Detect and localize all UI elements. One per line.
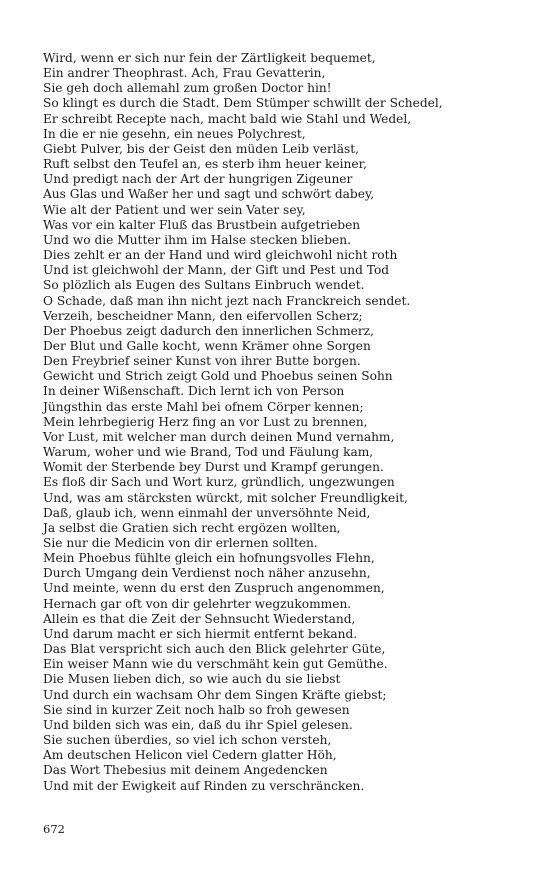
poem-line: Vor Lust, mit welcher man durch deinen Mund vernahm, [43,429,395,444]
poem-line: Sie geh doch allemahl zum großen Doctor hin! [43,81,332,96]
poem-line: Allein es that die Zeit der Sehnsucht Wiederstand, [43,611,356,626]
poem-line: Sie suchen überdies, so viel ich schon versteh, [43,733,332,748]
poem-line: Das Blat verspricht sich auch den Blick gelehrter Güte, [43,642,386,657]
poem-line: Jüngsthin das erste Mahl bei ofnem Cörper kennen; [43,399,364,414]
poem-line: Ruft selbst den Teufel an, es sterb ihm heuer keiner, [43,157,367,172]
poem-line: Er schreibt Recepte nach, macht bald wie Stahl und Wedel, [43,111,412,126]
poem-line: Es floß dir Sach und Wort kurz, gründlich, ungezwungen [43,475,395,490]
poem-line: In die er nie gesehn, ein neues Polychrest, [43,126,306,141]
poem-line: So plözlich als Eugen des Sultans Einbruch wendet. [43,278,365,293]
poem-line: Warum, woher und wie Brand, Tod und Fäulung kam, [43,445,374,460]
poem-line: Aus Glas und Waßer her und sagt und schwört dabey, [43,187,375,202]
poem-line: In deiner Wißenschaft. Dich lernt ich von Person [43,384,345,399]
poem-line: Mein lehrbegierig Herz fing an vor Lust zu brennen, [43,414,368,429]
poem-line: Das Wort Thebesius mit deinem Angedencken [43,763,328,778]
poem-line: Und durch ein wachsam Ohr dem Singen Kräfte giebst; [43,687,387,702]
poem-line: Am deutschen Helicon viel Cedern glatter Höh, [43,748,337,763]
poem-line: Und mit der Ewigkeit auf Rinden zu verschräncken. [43,778,365,793]
poem-line: Wird, wenn er sich nur fein der Zärtligkeit bequemet, [43,51,376,65]
poem-line: Giebt Pulver, bis der Geist den müden Leib verläst, [43,141,359,156]
poem-line: Und, was am stärcksten würckt, mit solcher Freundligkeit, [43,490,408,505]
poem-line: Daß, glaub ich, wenn einmahl der unversöhnte Neid, [43,505,371,520]
poem-line: Der Blut und Galle kocht, wenn Krämer ohne Sorgen [43,338,371,353]
poem-line: Mein Phoebus fühlte gleich ein hofnungsvolles Flehn, [43,551,375,566]
poem-line: Wie alt der Patient und wer sein Vater sey, [43,202,306,217]
poem-line: Ja selbst die Gratien sich recht ergözen wollten, [43,520,341,535]
poem-line: Durch Umgang dein Verdienst noch näher anzusehn, [43,566,371,581]
poem-line: Sie nur die Medicin von dir erlernen sollten. [43,536,318,550]
poem-line: Ein andrer Theophrast. Ach, Frau Gevatterin, [43,66,326,81]
poem-line: Womit der Sterbende bey Durst und Krampf gerungen. [43,460,384,475]
poem-line: Dies zehlt er an der Hand und wird gleichwohl nicht roth [43,248,398,263]
poem-text [43,51,513,794]
page-number: 672 [43,822,65,836]
poem-line: Den Freybrief seiner Kunst von ihrer Butte borgen. [43,354,361,369]
poem-line: Und bilden sich was ein, daß du ihr Spiel gelesen. [43,717,353,732]
poem-line: Und ist gleichwohl der Mann, der Gift und Pest und Tod [43,263,390,278]
poem-line: Und darum macht er sich hiermit entfernt bekand. [43,626,358,641]
poem-line: Und wo die Mutter ihm im Halse stecken blieben. [43,232,351,247]
poem-line: Und meinte, wenn du erst den Zuspruch angenommen, [43,581,385,596]
poem-line: Der Phoebus zeigt dadurch den innerlichen Schmerz, [43,323,374,338]
poem-line: Ein weiser Mann wie du verschmäht kein gut Gemüthe. [43,657,388,672]
poem-line: Die Musen lieben dich, so wie auch du sie liebst [43,672,341,687]
poem-line: Gewicht und Strich zeigt Gold und Phoebus seinen Sohn [43,369,393,384]
poem-line: Und predigt nach der Art der hungrigen Zigeuner [43,172,353,187]
poem-line: Sie sind in kurzer Zeit noch halb so froh gewesen [43,702,350,717]
poem-line: Was vor ein kalter Fluß das Brustbein aufgetrieben [43,217,361,232]
poem-line: Verzeih, bescheidner Mann, den eifervollen Scherz; [43,308,363,323]
poem-line: O Schade, daß man ihn nicht jezt nach Franckreich sendet. [43,293,411,308]
poem-line: Hernach gar oft von dir gelehrter wegzukommen. [43,596,352,611]
poem-line: So klingt es durch die Stadt. Dem Stümper schwillt der Schedel, [43,96,443,111]
